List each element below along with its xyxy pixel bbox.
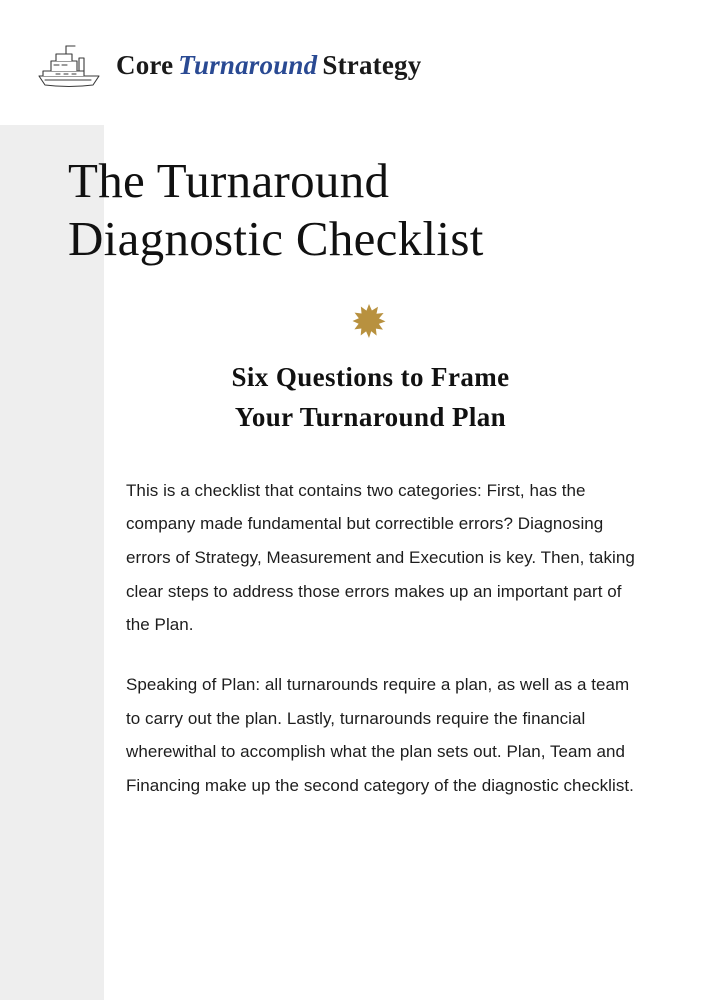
ornament-row (0, 268, 707, 343)
title-line-1: The Turnaround (68, 153, 390, 208)
brand-word-turnaround: Turnaround (178, 50, 318, 80)
page-header (0, 0, 707, 125)
brand-title (116, 50, 421, 81)
tugboat-icon (36, 43, 102, 89)
brand-word-core: Core (116, 50, 174, 80)
subtitle-line-2: Your Turnaround Plan (234, 402, 507, 433)
paragraph: Speaking of Plan: all turnarounds require a plan, as well as a team to carry out the plan. Lastly, turnarounds require the financial wherewithal to accomplish what the plan sets out. Plan, Team and Financing make up the second category of the diagnostic checklist. (126, 674, 634, 795)
page-subtitle (0, 343, 707, 438)
paragraph: This is a checklist that contains two categories: First, has the company made fundamental but correctible errors? Diagnosing errors of Strategy, Measurement and Execution is key. Then, taking clear steps to address those errors makes up an important part of the Plan. (126, 480, 635, 635)
document-body (0, 125, 707, 803)
body-copy (0, 438, 707, 803)
brand-lockup (36, 43, 421, 89)
title-line-2: Diagnostic Checklist (68, 210, 484, 266)
subtitle-line-1: Six Questions to Frame (231, 361, 510, 392)
page-title (0, 125, 707, 268)
starburst-icon (352, 304, 386, 338)
brand-word-strategy: Strategy (322, 50, 422, 80)
